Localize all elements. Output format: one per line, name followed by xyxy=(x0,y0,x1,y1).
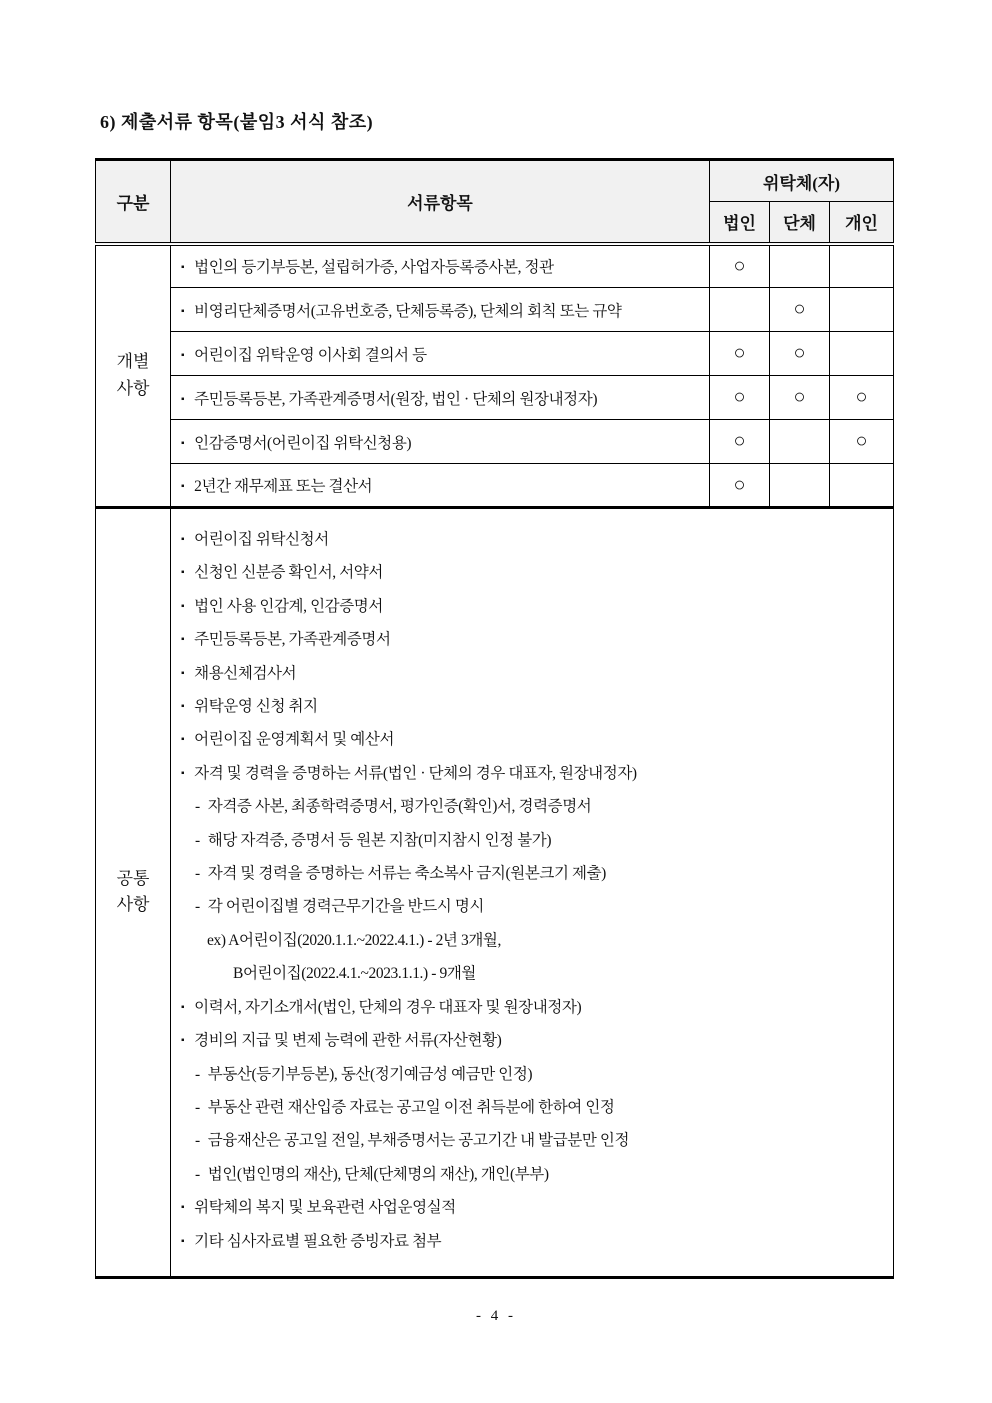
dash-marker: - xyxy=(195,1065,200,1083)
circle-mark: ○ xyxy=(770,288,830,332)
common-item: - 자격 및 경력을 증명하는 서류는 축소복사 금지(원본크기 제출) xyxy=(195,865,606,883)
square-bullet-icon: ▪ xyxy=(181,393,185,405)
common-item: ex) A어린이집(2020.1.1.~2022.4.1.) - 2년 3개월, xyxy=(207,931,501,949)
empty-mark xyxy=(830,244,894,288)
common-item: - 자격증 사본, 최종학력증명서, 평가인증(확인)서, 경력증명서 xyxy=(195,798,592,816)
document-row xyxy=(96,332,894,376)
document-item-text: ▪ 법인의 등기부등본, 설립허가증, 사업자등록증사본, 정관 xyxy=(171,244,710,288)
dash-marker: - xyxy=(195,798,200,816)
empty-mark xyxy=(770,464,830,508)
header-individual: 개인 xyxy=(830,202,894,244)
empty-mark xyxy=(710,288,770,332)
common-items-cell xyxy=(171,508,894,1278)
common-item: - 각 어린이집별 경력근무기간을 반드시 명시 xyxy=(195,898,484,916)
square-bullet-icon: ▪ xyxy=(181,305,185,317)
common-item: B어린이집(2022.4.1.~2023.1.1.) - 9개월 xyxy=(233,965,476,983)
header-document-item: 서류항목 xyxy=(171,160,710,244)
document-row xyxy=(96,288,894,332)
common-item: ▪ 경비의 지급 및 변제 능력에 관한 서류(자산현황) xyxy=(181,1032,502,1050)
square-bullet-icon: ▪ xyxy=(181,634,185,646)
dash-marker: - xyxy=(195,1132,200,1150)
empty-mark xyxy=(830,464,894,508)
common-item: ▪ 신청인 신분증 확인서, 서약서 xyxy=(181,564,383,582)
square-bullet-icon: ▪ xyxy=(181,481,185,492)
common-item: - 해당 자격증, 증명서 등 원본 지참(미지참시 인정 불가) xyxy=(195,831,552,849)
common-item: - 금융재산은 공고일 전일, 부채증명서는 공고기간 내 발급분만 인정 xyxy=(195,1132,630,1150)
square-bullet-icon: ▪ xyxy=(181,767,185,779)
empty-mark xyxy=(830,332,894,376)
common-item: - 부동산(등기부등본), 동산(정기예금성 예금만 인정) xyxy=(195,1065,533,1083)
circle-mark: ○ xyxy=(830,420,894,464)
circle-mark: ○ xyxy=(710,244,770,288)
submission-documents-table xyxy=(95,158,894,1279)
common-item: ▪ 위탁운영 신청 취지 xyxy=(181,698,318,716)
header-organization: 단체 xyxy=(770,202,830,244)
document-item-text: ▪ 어린이집 위탁운영 이사회 결의서 등 xyxy=(171,332,710,376)
document-item-text: ▪ 2년간 재무제표 또는 결산서 xyxy=(171,464,710,508)
common-item: ▪ 위탁체의 복지 및 보육관련 사업운영실적 xyxy=(181,1199,456,1217)
document-row xyxy=(96,244,894,288)
common-row xyxy=(96,508,894,1278)
category-individual xyxy=(96,244,171,508)
circle-mark: ○ xyxy=(710,420,770,464)
dash-marker: - xyxy=(195,831,200,849)
category-common-label: 공통사항 xyxy=(116,869,150,915)
circle-mark: ○ xyxy=(710,376,770,420)
dash-marker: - xyxy=(195,1098,200,1116)
common-items-list xyxy=(171,523,893,1258)
header-corporation: 법인 xyxy=(710,202,770,244)
document-item-text: ▪ 인감증명서(어린이집 위탁신청용) xyxy=(171,420,710,464)
square-bullet-icon: ▪ xyxy=(181,734,185,746)
document-row xyxy=(96,464,894,508)
common-section xyxy=(96,508,894,1278)
square-bullet-icon: ▪ xyxy=(181,600,185,612)
common-item: ▪ 기타 심사자료별 필요한 증빙자료 첨부 xyxy=(181,1232,442,1250)
square-bullet-icon: ▪ xyxy=(181,1202,185,1214)
common-item: ▪ 어린이집 위탁신청서 xyxy=(181,531,329,548)
document-item-text: ▪ 비영리단체증명서(고유번호증, 단체등록증), 단체의 회칙 또는 규약 xyxy=(171,288,710,332)
category-common xyxy=(96,508,171,1278)
table-header xyxy=(96,160,894,244)
category-individual-label: 개별사항 xyxy=(116,352,150,398)
common-item: - 법인(법인명의 재산), 단체(단체명의 재산), 개인(부부) xyxy=(195,1165,549,1183)
circle-mark: ○ xyxy=(830,376,894,420)
square-bullet-icon: ▪ xyxy=(181,437,185,449)
dash-marker: - xyxy=(195,865,200,883)
dash-marker: - xyxy=(195,1165,200,1183)
square-bullet-icon: ▪ xyxy=(181,1235,185,1247)
circle-mark: ○ xyxy=(710,332,770,376)
common-item: ▪ 법인 사용 인감계, 인감증명서 xyxy=(181,597,383,615)
document-row xyxy=(96,420,894,464)
square-bullet-icon: ▪ xyxy=(181,667,185,679)
square-bullet-icon: ▪ xyxy=(181,1001,185,1013)
square-bullet-icon: ▪ xyxy=(181,262,185,274)
common-item: ▪ 어린이집 운영계획서 및 예산서 xyxy=(181,731,395,749)
circle-mark: ○ xyxy=(710,464,770,508)
square-bullet-icon: ▪ xyxy=(181,701,185,713)
empty-mark xyxy=(830,288,894,332)
common-item: - 부동산 관련 재산입증 자료는 공고일 이전 취득분에 한하여 인정 xyxy=(195,1098,615,1116)
common-item: ▪ 자격 및 경력을 증명하는 서류(법인 · 단체의 경우 대표자, 원장내정자) xyxy=(181,764,637,782)
square-bullet-icon: ▪ xyxy=(181,1035,185,1047)
document-row xyxy=(96,376,894,420)
dash-marker: - xyxy=(195,898,200,916)
circle-mark: ○ xyxy=(770,332,830,376)
common-item: ▪ 주민등록등본, 가족관계증명서 xyxy=(181,631,391,649)
square-bullet-icon: ▪ xyxy=(181,349,185,361)
common-item: ▪ 채용신체검사서 xyxy=(181,664,297,682)
empty-mark xyxy=(770,244,830,288)
page-title: 6) 제출서류 항목(붙임3 서식 참조) xyxy=(100,112,374,132)
document-item-text: ▪ 주민등록등본, 가족관계증명서(원장, 법인 · 단체의 원장내정자) xyxy=(171,376,710,420)
common-item: ▪ 이력서, 자기소개서(법인, 단체의 경우 대표자 및 원장내정자) xyxy=(181,998,582,1016)
square-bullet-icon: ▪ xyxy=(181,534,185,545)
individual-section xyxy=(96,244,894,508)
circle-mark: ○ xyxy=(770,376,830,420)
empty-mark xyxy=(770,420,830,464)
header-trustee-group: 위탁체(자) xyxy=(710,160,894,202)
square-bullet-icon: ▪ xyxy=(181,567,185,579)
header-category: 구분 xyxy=(96,160,171,244)
page-number: - 4 - xyxy=(476,1308,516,1324)
